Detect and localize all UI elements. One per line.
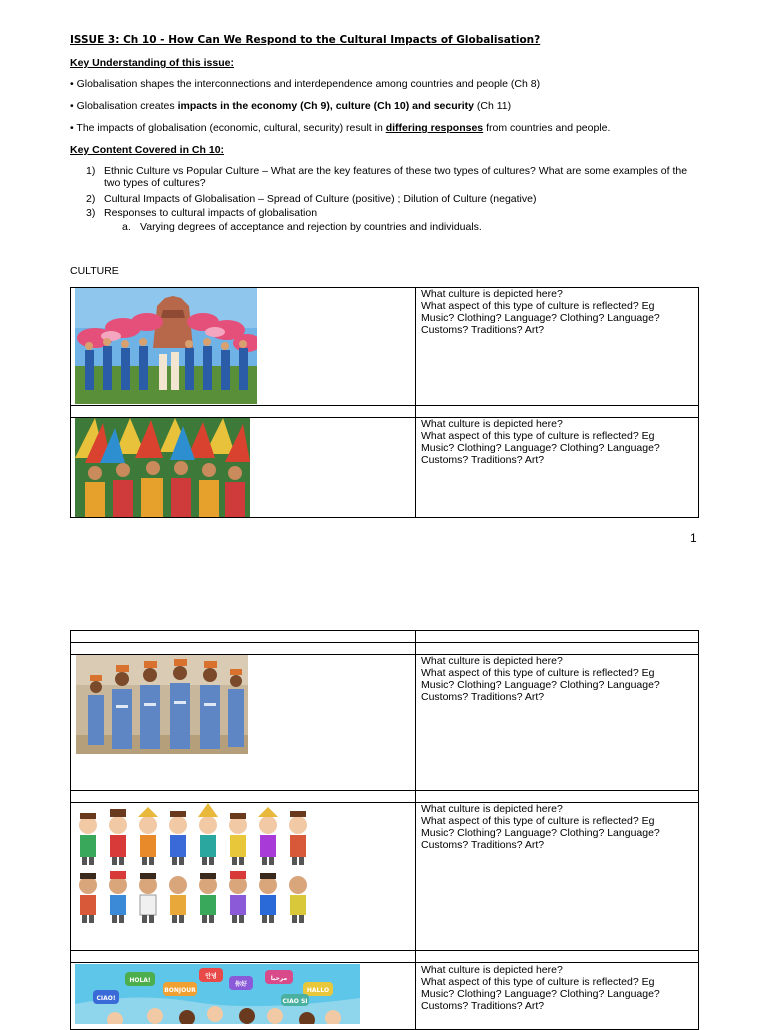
item-number: a. [122, 221, 131, 233]
world-children-illustration [72, 803, 320, 930]
key-content-heading: Key Content Covered in Ch 10: [70, 144, 225, 156]
prompt-line: Music? Clothing? Language? Clothing? Language? [421, 679, 660, 691]
bullet-2-bold: impacts in the economy (Ch 9), culture (Ch 10) and security [177, 100, 474, 112]
row-divider [70, 642, 699, 643]
prompt-line: What aspect of this type of culture is reflected? Eg [421, 815, 655, 827]
prompt-line: What aspect of this type of culture is reflected? Eg [421, 430, 655, 442]
row-divider [70, 962, 699, 963]
prompt-line: What culture is depicted here? [421, 803, 563, 815]
ethnic-procession-photo [76, 655, 248, 754]
prompt-line: What aspect of this type of culture is reflected? Eg [421, 300, 655, 312]
row-divider [70, 950, 699, 951]
bullet-3-text: • The impacts of globalisation (economic, cultural, security) result in [70, 122, 386, 134]
item-number: 1) [86, 165, 96, 177]
languages-greetings-illustration [75, 964, 360, 1024]
ethnic-fan-dance-photo [75, 288, 257, 404]
prompt-line: Music? Clothing? Language? Clothing? Language? [421, 442, 660, 454]
understanding-bullet-1: • Globalisation shapes the interconnections and interdependence among countries and people (Ch 8) [70, 78, 541, 90]
question-prompt [421, 803, 681, 851]
question-prompt [421, 964, 681, 1012]
row-divider [70, 405, 699, 406]
prompt-line: Customs? Traditions? Art? [421, 1000, 545, 1012]
item-text: Varying degrees of acceptance and rejection by countries and individuals. [140, 221, 482, 233]
question-prompt [421, 418, 681, 466]
bubble-text: HOLA! [129, 977, 151, 984]
bubble-text: CIAO SI [282, 998, 308, 1005]
prompt-line: Customs? Traditions? Art? [421, 839, 545, 851]
prompt-line: Customs? Traditions? Art? [421, 691, 545, 703]
bullet-3-bold: differing responses [385, 122, 484, 134]
item-number: 2) [86, 193, 96, 205]
bubble-text: مرحبا [270, 975, 288, 982]
bubble-text: 안녕 [205, 973, 217, 980]
prompt-line: Customs? Traditions? Art? [421, 454, 545, 466]
understanding-bullet-3 [70, 122, 610, 135]
prompt-line: Music? Clothing? Language? Clothing? Language? [421, 988, 660, 1000]
prompt-line: What culture is depicted here? [421, 288, 563, 300]
row-divider [70, 790, 699, 791]
ethnic-headdress-photo [75, 418, 250, 517]
bubble-text: HALLO [306, 987, 330, 994]
bubble-text: BONJOUR [164, 987, 196, 994]
item-text: Ethnic Culture vs Popular Culture – What are the key features of these two types of cultures? What are some examples of the two types of cultures? [104, 165, 688, 189]
prompt-line: Music? Clothing? Language? Clothing? Language? [421, 827, 660, 839]
bullet-2-text: • Globalisation creates [70, 100, 178, 112]
item-text: Responses to cultural impacts of globalisation [104, 207, 318, 219]
bullet-2-tail: (Ch 11) [473, 100, 512, 112]
page-number: 1 [690, 531, 697, 545]
bullet-3-tail: from countries and people. [483, 122, 611, 134]
question-prompt [421, 655, 681, 703]
section-label: CULTURE [70, 265, 119, 277]
bubble-text: 你好 [234, 981, 248, 988]
item-number: 3) [86, 207, 96, 219]
prompt-line: What culture is depicted here? [421, 418, 563, 430]
key-understanding-heading: Key Understanding of this issue: [70, 57, 234, 69]
document-title: ISSUE 3: Ch 10 - How Can We Respond to the Cultural Impacts of Globalisation? [70, 34, 541, 46]
column-divider [415, 630, 416, 1030]
understanding-bullet-2 [70, 100, 511, 113]
prompt-line: What aspect of this type of culture is reflected? Eg [421, 667, 655, 679]
item-text: Cultural Impacts of Globalisation – Spread of Culture (positive) ; Dilution of Culture (negative) [104, 193, 537, 205]
column-divider [415, 287, 416, 518]
question-prompt [421, 288, 681, 336]
prompt-line: What aspect of this type of culture is reflected? Eg [421, 976, 655, 988]
prompt-line: Music? Clothing? Language? Clothing? Language? [421, 312, 660, 324]
prompt-line: What culture is depicted here? [421, 964, 563, 976]
prompt-line: Customs? Traditions? Art? [421, 324, 545, 336]
prompt-line: What culture is depicted here? [421, 655, 563, 667]
bubble-text: CIAO! [96, 995, 116, 1002]
